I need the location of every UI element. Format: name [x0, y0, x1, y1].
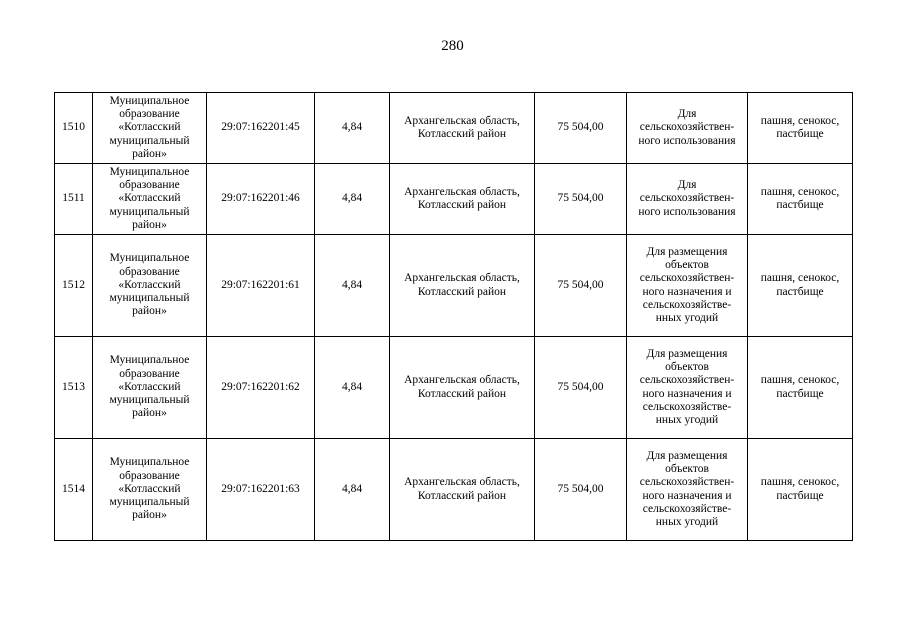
cell-location: Архангельская область, Котласский район	[390, 235, 535, 337]
cell-owner: Муниципальное образование «Котласский муниципальный район»	[93, 439, 207, 541]
cell-land-use: пашня, сенокос, пастбище	[748, 235, 853, 337]
cell-cadastral-number: 29:07:162201:45	[207, 93, 315, 164]
cell-land-use: пашня, сенокос, пастбище	[748, 337, 853, 439]
cell-value: 75 504,00	[535, 93, 627, 164]
cell-cadastral-number: 29:07:162201:61	[207, 235, 315, 337]
table-row	[55, 93, 853, 164]
cell-owner: Муниципальное образование «Котласский муниципальный район»	[93, 93, 207, 164]
cell-area: 4,84	[315, 235, 390, 337]
table-row	[55, 164, 853, 235]
cell-row-number: 1514	[55, 439, 93, 541]
cell-area: 4,84	[315, 164, 390, 235]
cell-purpose: Для сельскохозяйствен- ного использования	[627, 93, 748, 164]
cell-purpose: Для сельскохозяйствен- ного использования	[627, 164, 748, 235]
table-row	[55, 337, 853, 439]
cell-value: 75 504,00	[535, 235, 627, 337]
cell-purpose: Для размещения объектов сельскохозяйствен- ного назначения и сельскохозяйстве- нных угодий	[627, 235, 748, 337]
cell-row-number: 1511	[55, 164, 93, 235]
cell-location: Архангельская область, Котласский район	[390, 164, 535, 235]
cell-area: 4,84	[315, 93, 390, 164]
cell-value: 75 504,00	[535, 439, 627, 541]
table-row	[55, 235, 853, 337]
cell-cadastral-number: 29:07:162201:62	[207, 337, 315, 439]
land-registry-table	[54, 92, 853, 541]
cell-owner: Муниципальное образование «Котласский муниципальный район»	[93, 337, 207, 439]
cell-row-number: 1513	[55, 337, 93, 439]
cell-land-use: пашня, сенокос, пастбище	[748, 164, 853, 235]
cell-land-use: пашня, сенокос, пастбище	[748, 439, 853, 541]
cell-location: Архангельская область, Котласский район	[390, 93, 535, 164]
cell-owner: Муниципальное образование «Котласский муниципальный район»	[93, 235, 207, 337]
cell-cadastral-number: 29:07:162201:46	[207, 164, 315, 235]
cell-land-use: пашня, сенокос, пастбище	[748, 93, 853, 164]
cell-row-number: 1512	[55, 235, 93, 337]
cell-owner: Муниципальное образование «Котласский муниципальный район»	[93, 164, 207, 235]
table-row	[55, 439, 853, 541]
cell-value: 75 504,00	[535, 337, 627, 439]
cell-row-number: 1510	[55, 93, 93, 164]
cell-cadastral-number: 29:07:162201:63	[207, 439, 315, 541]
cell-location: Архангельская область, Котласский район	[390, 439, 535, 541]
cell-value: 75 504,00	[535, 164, 627, 235]
cell-area: 4,84	[315, 337, 390, 439]
cell-area: 4,84	[315, 439, 390, 541]
cell-purpose: Для размещения объектов сельскохозяйствен- ного назначения и сельскохозяйстве- нных угодий	[627, 439, 748, 541]
cell-purpose: Для размещения объектов сельскохозяйствен- ного назначения и сельскохозяйстве- нных угодий	[627, 337, 748, 439]
page-number: 280	[441, 38, 464, 54]
cell-location: Архангельская область, Котласский район	[390, 337, 535, 439]
